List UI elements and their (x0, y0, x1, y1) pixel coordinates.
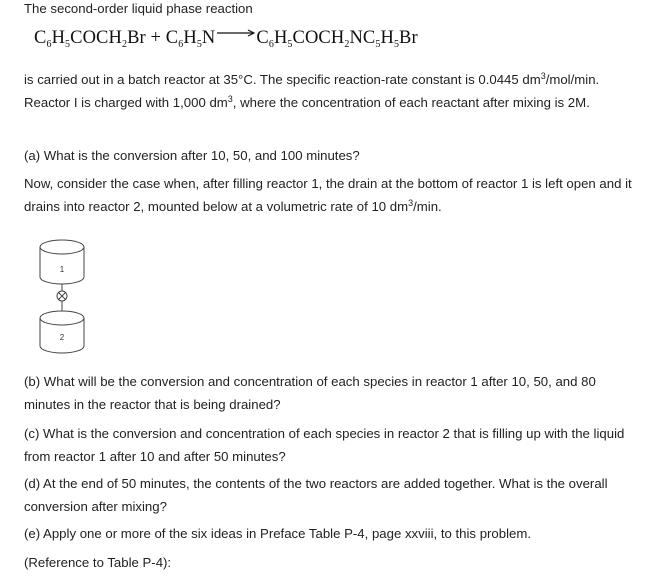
intro-text: The second-order liquid phase reaction (24, 1, 253, 16)
reactor-1-label: 1 (59, 265, 65, 274)
question-d: (d) At the end of 50 minutes, the contents of the two reactors are added together. What is the overall conversion after mixing? (24, 476, 608, 514)
product: $C_6H_5COCH_2NC_5H_5Br$ (256, 28, 418, 50)
drain-scenario-text: Now, consider the case when, after filling reactor 1, the drain at the bottom of reactor 1 is left open and it drains into reactor 2, mounted below at a volumetric rate of 10 $dm^3/\min$. (24, 176, 632, 214)
reactant-2: $C_6H_5N$ (165, 28, 216, 50)
reactor-2 (40, 311, 84, 353)
reactor-2-label: 2 (59, 333, 65, 342)
question-c: (c) What is the conversion and concentration of each species in reactor 2 that is filling up with the liquid from reactor 1 after 10 and after 50 minutes? (24, 426, 625, 464)
question-a: (a) What is the conversion after 10, 50, and 100 minutes? (24, 148, 360, 163)
reactor-diagram (36, 236, 88, 356)
reactor-1 (40, 240, 84, 284)
drain-valve-icon (57, 291, 67, 301)
question-e: (e) Apply one or more of the six ideas in Preface Table P-4, page xxviii, to this problem. (24, 526, 531, 541)
reactant-1: $C_6H_5COCH_2Br$ (34, 28, 146, 50)
problem-description: is carried out in a batch reactor at 35°C. The specific reaction-rate constant is 0.0445 $dm^3/mol/\min$. Reactor I is charged with 1,000 $dm^3$, where the concentration of each reactant after mixing is 2M. (24, 71, 600, 110)
question-b: (b) What will be the conversion and concentration of each species in reactor 1 after 10, 50, and 80 minutes in the reactor that is being drained? (24, 374, 596, 412)
reference-note: (Reference to Table P-4): (24, 555, 172, 570)
reaction-arrow-icon (217, 29, 255, 37)
plus-sign: + (150, 28, 162, 48)
reaction-equation (34, 28, 418, 49)
